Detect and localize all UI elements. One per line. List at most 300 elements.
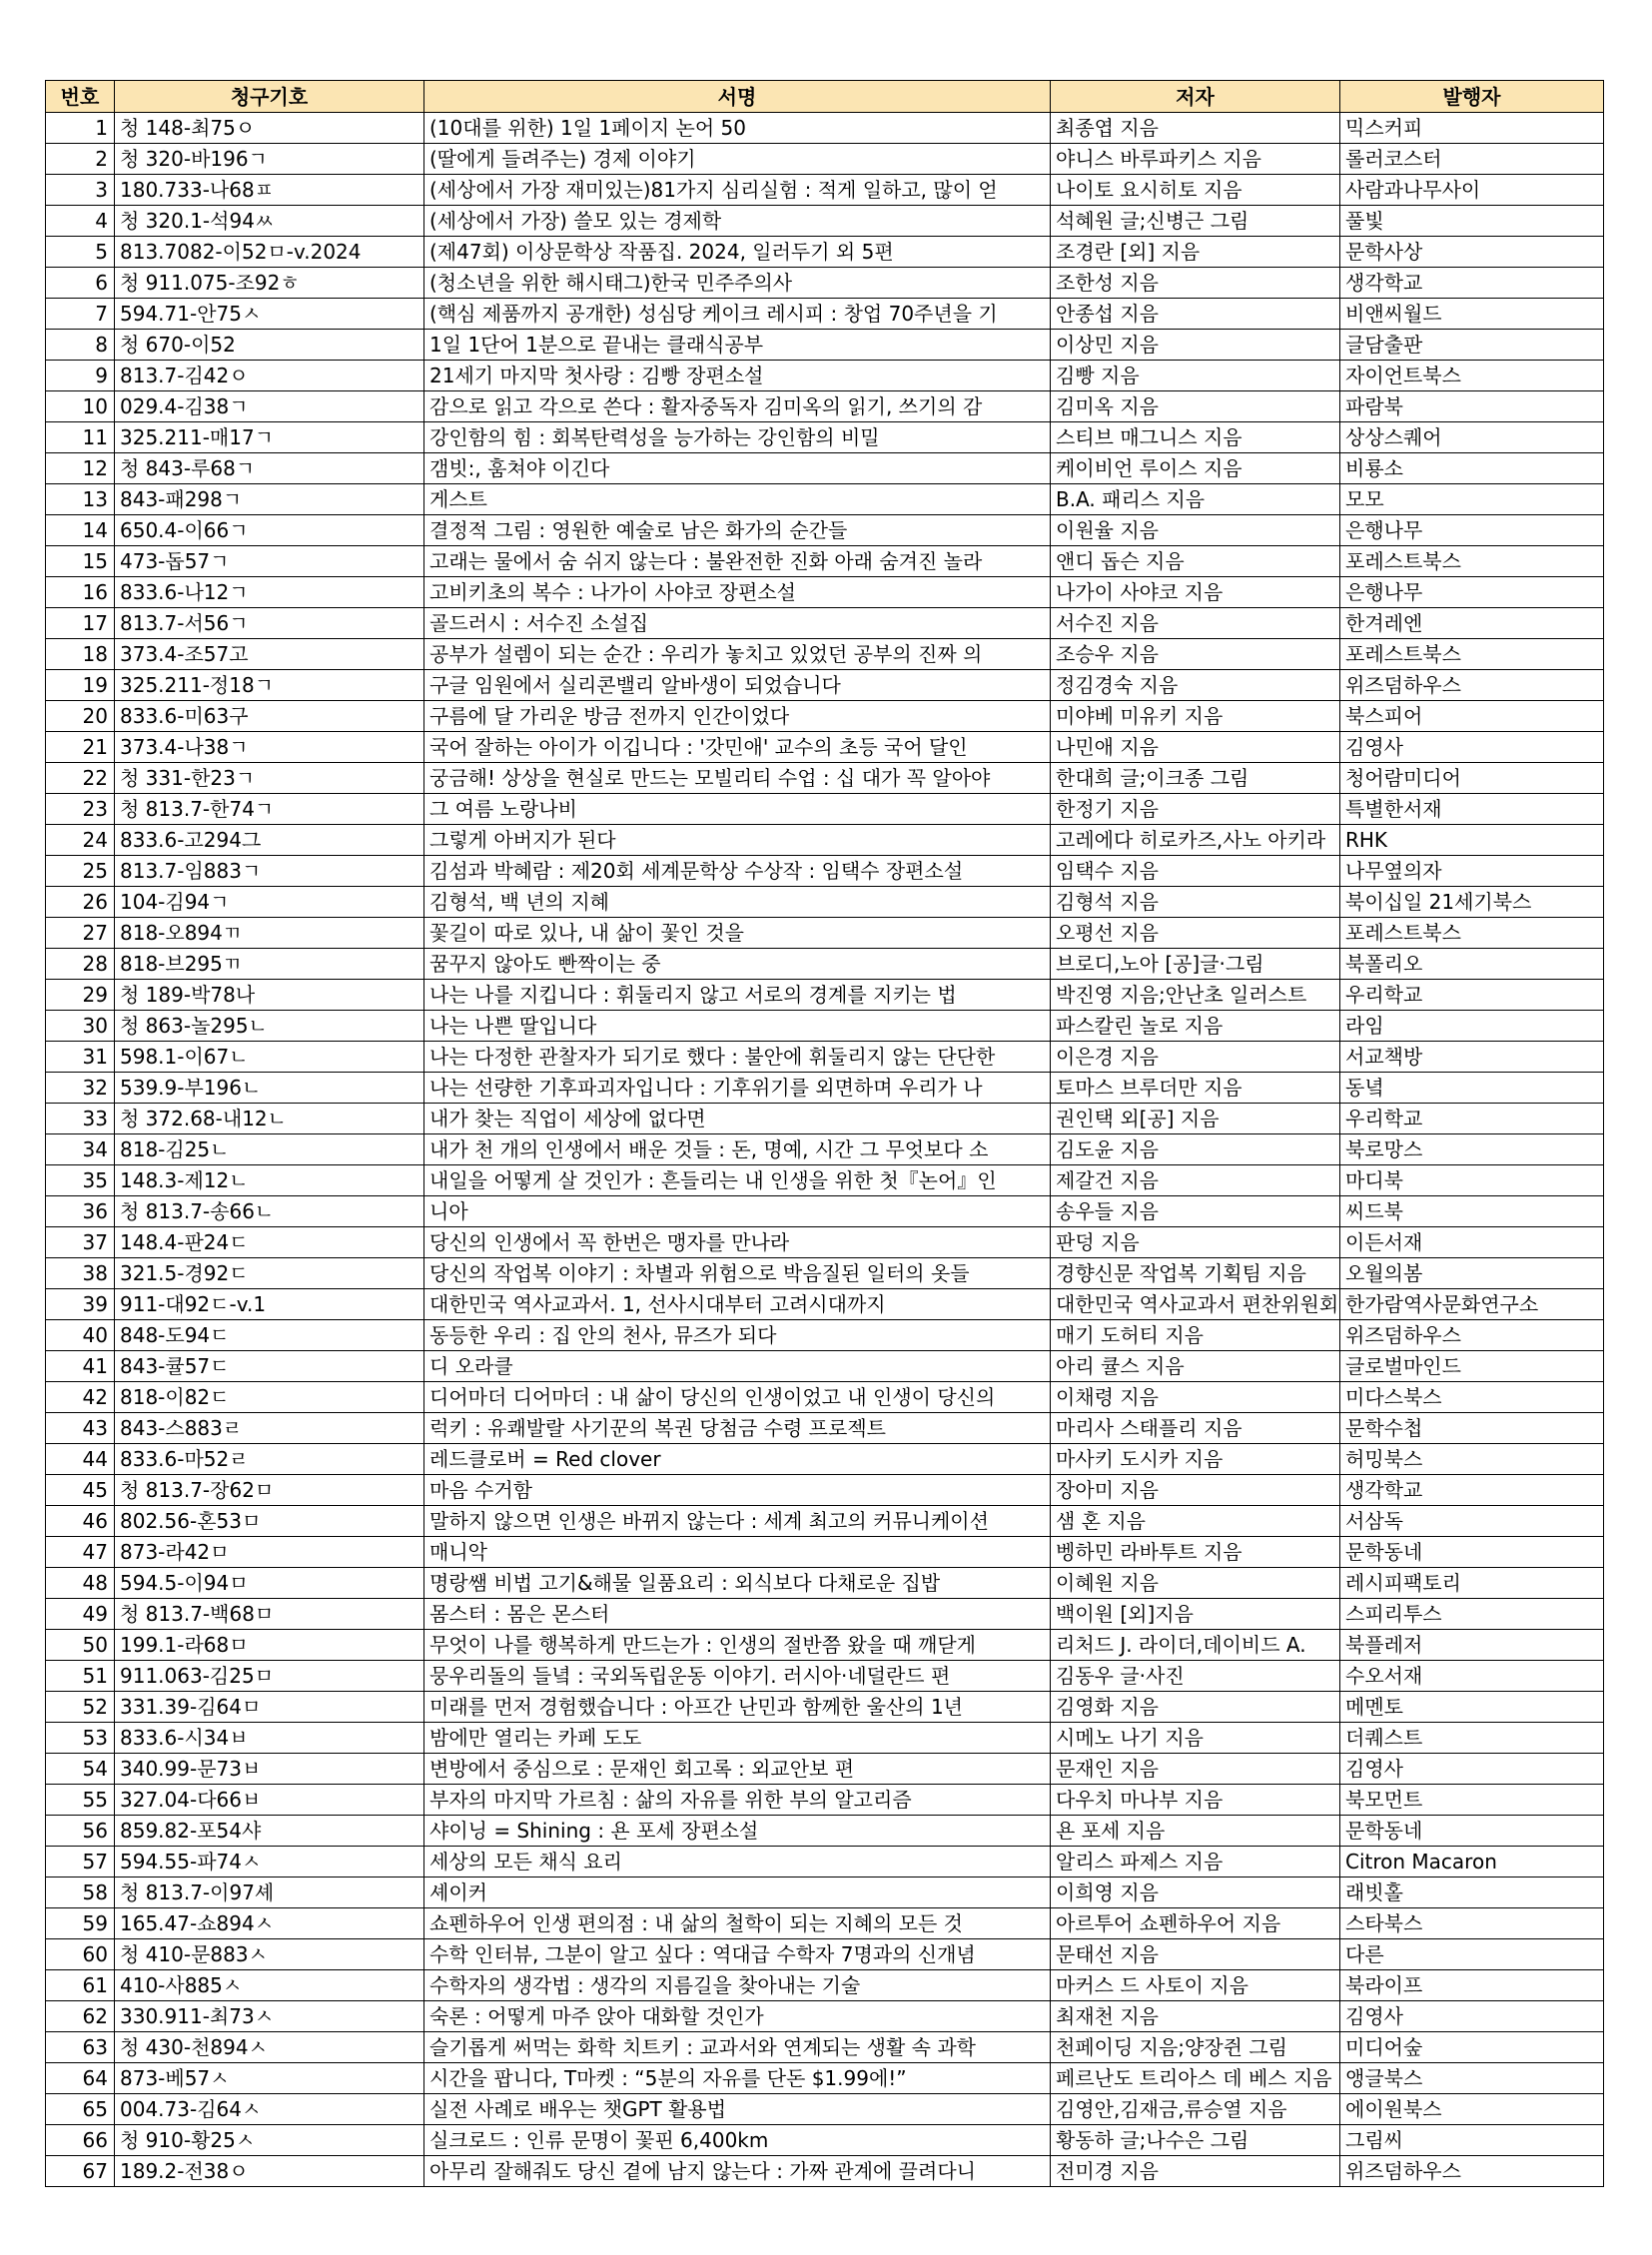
row-number-cell: 34 — [46, 1134, 115, 1165]
publisher-cell: 서삼독 — [1340, 1506, 1604, 1537]
call-number-cell: 539.9-부196ㄴ — [115, 1073, 424, 1104]
header-row — [46, 81, 1604, 113]
table-row — [46, 732, 1604, 763]
table-row — [46, 1165, 1604, 1196]
publisher-cell: 동녘 — [1340, 1073, 1604, 1104]
book-title-cell: 아무리 잘해줘도 당신 곁에 남지 않는다 : 가짜 관계에 끌려다니 — [424, 2156, 1051, 2187]
table-row — [46, 1227, 1604, 1258]
author-cell: 페르난도 트리아스 데 베스 지음 — [1051, 2063, 1340, 2094]
table-row — [46, 1104, 1604, 1134]
row-number-cell: 46 — [46, 1506, 115, 1537]
publisher-cell: 씨드북 — [1340, 1196, 1604, 1227]
call-number-cell: 833.6-고294그 — [115, 825, 424, 856]
row-number-cell: 7 — [46, 299, 115, 330]
publisher-cell: 문학동네 — [1340, 1816, 1604, 1847]
call-number-cell: 802.56-혼53ㅁ — [115, 1506, 424, 1537]
table-row — [46, 144, 1604, 175]
row-number-cell: 51 — [46, 1661, 115, 1692]
publisher-cell: RHK — [1340, 825, 1604, 856]
row-number-cell: 43 — [46, 1413, 115, 1444]
book-title-cell: 쇼펜하우어 인생 편의점 : 내 삶의 철학이 되는 지혜의 모든 것 — [424, 1908, 1051, 1939]
row-number-cell: 44 — [46, 1444, 115, 1475]
row-number-cell: 65 — [46, 2094, 115, 2125]
row-number-cell: 48 — [46, 1568, 115, 1599]
publisher-cell: 북폴리오 — [1340, 949, 1604, 980]
call-number-cell: 813.7-임883ㄱ — [115, 856, 424, 887]
table-row — [46, 639, 1604, 670]
book-title-cell: 궁금해! 상상을 현실로 만드는 모빌리티 수업 : 십 대가 꼭 알아야 — [424, 763, 1051, 794]
call-number-cell: 청 863-놀295ㄴ — [115, 1011, 424, 1042]
call-number-cell: 청 911.075-조92ㅎ — [115, 268, 424, 299]
book-title-cell: 구글 임원에서 실리콘밸리 알바생이 되었습니다 — [424, 670, 1051, 701]
book-title-cell: 수학 인터뷰, 그분이 알고 싶다 : 역대급 수학자 7명과의 신개념 — [424, 1939, 1051, 1970]
author-cell: 박진영 지음;안난초 일러스트 — [1051, 980, 1340, 1011]
table-row — [46, 608, 1604, 639]
table-row — [46, 546, 1604, 577]
author-cell: 욘 포세 지음 — [1051, 1816, 1340, 1847]
author-cell: 대한민국 역사교과서 편찬위원회 — [1051, 1289, 1340, 1320]
table-row — [46, 1785, 1604, 1816]
call-number-cell: 청 331-한23ㄱ — [115, 763, 424, 794]
book-title-cell: 고비키초의 복수 : 나가이 사야코 장편소설 — [424, 577, 1051, 608]
call-number-cell: 873-베57ㅅ — [115, 2063, 424, 2094]
table-row — [46, 577, 1604, 608]
row-number-cell: 37 — [46, 1227, 115, 1258]
row-number-cell: 20 — [46, 701, 115, 732]
table-row — [46, 2032, 1604, 2063]
book-title-cell: 고래는 물에서 숨 쉬지 않는다 : 불완전한 진화 아래 숨겨진 놀라 — [424, 546, 1051, 577]
row-number-cell: 31 — [46, 1042, 115, 1073]
book-title-cell: 실전 사례로 배우는 챗GPT 활용법 — [424, 2094, 1051, 2125]
publisher-cell: 김영사 — [1340, 732, 1604, 763]
book-title-cell: 마음 수거함 — [424, 1475, 1051, 1506]
book-title-cell: (딸에게 들려주는) 경제 이야기 — [424, 144, 1051, 175]
book-title-cell: 꿈꾸지 않아도 빤짝이는 중 — [424, 949, 1051, 980]
author-cell: 김영화 지음 — [1051, 1692, 1340, 1723]
call-number-cell: 833.6-나12ㄱ — [115, 577, 424, 608]
row-number-cell: 22 — [46, 763, 115, 794]
book-title-cell: (청소년을 위한 해시태그)한국 민주주의사 — [424, 268, 1051, 299]
row-number-cell: 61 — [46, 1970, 115, 2001]
table-row — [46, 422, 1604, 453]
publisher-cell: 자이언트북스 — [1340, 361, 1604, 391]
publisher-cell: 상상스퀘어 — [1340, 422, 1604, 453]
book-title-cell: (세상에서 가장) 쓸모 있는 경제학 — [424, 206, 1051, 237]
author-cell: 토마스 브루더만 지음 — [1051, 1073, 1340, 1104]
book-title-cell: 국어 잘하는 아이가 이깁니다 : '갓민애' 교수의 초등 국어 달인 — [424, 732, 1051, 763]
call-number-cell: 843-스883ㄹ — [115, 1413, 424, 1444]
table-row — [46, 1599, 1604, 1630]
author-cell: 김빵 지음 — [1051, 361, 1340, 391]
author-cell: 서수진 지음 — [1051, 608, 1340, 639]
publisher-cell: 특별한서재 — [1340, 794, 1604, 825]
row-number-cell: 56 — [46, 1816, 115, 1847]
row-number-cell: 24 — [46, 825, 115, 856]
book-title-cell: 밤에만 열리는 카페 도도 — [424, 1723, 1051, 1754]
publisher-cell: 우리학교 — [1340, 980, 1604, 1011]
call-number-cell: 180.733-나68ㅍ — [115, 175, 424, 206]
call-number-cell: 청 813.7-한74ㄱ — [115, 794, 424, 825]
row-number-cell: 67 — [46, 2156, 115, 2187]
table-row — [46, 1970, 1604, 2001]
publisher-cell: 롤러코스터 — [1340, 144, 1604, 175]
table-row — [46, 237, 1604, 268]
call-number-cell: 청 320-바196ㄱ — [115, 144, 424, 175]
table-body — [46, 113, 1604, 2187]
row-number-cell: 16 — [46, 577, 115, 608]
book-title-cell: 21세기 마지막 첫사랑 : 김빵 장편소설 — [424, 361, 1051, 391]
row-number-cell: 41 — [46, 1351, 115, 1382]
call-number-cell: 833.6-시34ㅂ — [115, 1723, 424, 1754]
author-cell: 문재인 지음 — [1051, 1754, 1340, 1785]
book-title-cell: 샤이닝 = Shining : 욘 포세 장편소설 — [424, 1816, 1051, 1847]
publisher-cell: 위즈덤하우스 — [1340, 670, 1604, 701]
publisher-cell: 포레스트북스 — [1340, 546, 1604, 577]
row-number-cell: 10 — [46, 391, 115, 422]
author-cell: B.A. 패리스 지음 — [1051, 484, 1340, 515]
book-title-cell: 디어마더 디어마더 : 내 삶이 당신의 인생이었고 내 인생이 당신의 — [424, 1382, 1051, 1413]
publisher-cell: 파람북 — [1340, 391, 1604, 422]
table-row — [46, 1754, 1604, 1785]
publisher-cell: 청어람미디어 — [1340, 763, 1604, 794]
call-number-cell: 813.7082-이52ㅁ-v.2024 — [115, 237, 424, 268]
book-title-cell: 결정적 그림 : 영원한 예술로 남은 화가의 순간들 — [424, 515, 1051, 546]
author-cell: 송우들 지음 — [1051, 1196, 1340, 1227]
author-cell: 마사키 도시카 지음 — [1051, 1444, 1340, 1475]
table-row — [46, 1723, 1604, 1754]
author-cell: 아리 큘스 지음 — [1051, 1351, 1340, 1382]
publisher-cell: Citron Macaron — [1340, 1847, 1604, 1878]
call-number-cell: 911.063-김25ㅁ — [115, 1661, 424, 1692]
book-title-cell: 내일을 어떻게 살 것인가 : 흔들리는 내 인생을 위한 첫『논어』인 — [424, 1165, 1051, 1196]
book-title-cell: 변방에서 중심으로 : 문재인 회고록 : 외교안보 편 — [424, 1754, 1051, 1785]
table-row — [46, 887, 1604, 918]
table-row — [46, 299, 1604, 330]
table-row — [46, 856, 1604, 887]
call-number-cell: 594.55-파74ㅅ — [115, 1847, 424, 1878]
row-number-cell: 36 — [46, 1196, 115, 1227]
call-number-cell: 청 410-문883ㅅ — [115, 1939, 424, 1970]
author-cell: 시메노 나기 지음 — [1051, 1723, 1340, 1754]
book-title-cell: 수학자의 생각법 : 생각의 지름길을 찾아내는 기술 — [424, 1970, 1051, 2001]
call-number-cell: 청 813.7-이97셰 — [115, 1878, 424, 1908]
table-row — [46, 268, 1604, 299]
publisher-cell: 북로망스 — [1340, 1134, 1604, 1165]
author-cell: 안종섭 지음 — [1051, 299, 1340, 330]
book-title-cell: 숙론 : 어떻게 마주 앉아 대화할 것인가 — [424, 2001, 1051, 2032]
book-title-cell: 매니악 — [424, 1537, 1051, 1568]
row-number-cell: 50 — [46, 1630, 115, 1661]
publisher-cell: 마디북 — [1340, 1165, 1604, 1196]
row-number-cell: 8 — [46, 330, 115, 361]
book-title-cell: 골드러시 : 서수진 소설집 — [424, 608, 1051, 639]
table-row — [46, 763, 1604, 794]
call-number-cell: 325.211-정18ㄱ — [115, 670, 424, 701]
author-cell: 경향신문 작업복 기획팀 지음 — [1051, 1258, 1340, 1289]
author-cell: 조한성 지음 — [1051, 268, 1340, 299]
book-title-cell: 나는 선량한 기후파괴자입니다 : 기후위기를 외면하며 우리가 나 — [424, 1073, 1051, 1104]
header-call-number: 청구기호 — [115, 81, 424, 113]
publisher-cell: 포레스트북스 — [1340, 918, 1604, 949]
row-number-cell: 59 — [46, 1908, 115, 1939]
publisher-cell: 더퀘스트 — [1340, 1723, 1604, 1754]
table-row — [46, 361, 1604, 391]
publisher-cell: 나무옆의자 — [1340, 856, 1604, 887]
table-row — [46, 1413, 1604, 1444]
table-row — [46, 1692, 1604, 1723]
table-row — [46, 2156, 1604, 2187]
call-number-cell: 165.47-쇼894ㅅ — [115, 1908, 424, 1939]
publisher-cell: 모모 — [1340, 484, 1604, 515]
table-row — [46, 1011, 1604, 1042]
row-number-cell: 17 — [46, 608, 115, 639]
row-number-cell: 33 — [46, 1104, 115, 1134]
book-title-cell: 말하지 않으면 인생은 바뀌지 않는다 : 세계 최고의 커뮤니케이션 — [424, 1506, 1051, 1537]
row-number-cell: 3 — [46, 175, 115, 206]
publisher-cell: 레시피팩토리 — [1340, 1568, 1604, 1599]
publisher-cell: 그림씨 — [1340, 2125, 1604, 2156]
row-number-cell: 13 — [46, 484, 115, 515]
table-row — [46, 484, 1604, 515]
call-number-cell: 청 372.68-내12ㄴ — [115, 1104, 424, 1134]
call-number-cell: 청 320.1-석94ㅆ — [115, 206, 424, 237]
call-number-cell: 473-돕57ㄱ — [115, 546, 424, 577]
call-number-cell: 833.6-미63구 — [115, 701, 424, 732]
row-number-cell: 58 — [46, 1878, 115, 1908]
author-cell: 권인택 외[공] 지음 — [1051, 1104, 1340, 1134]
publisher-cell: 에이원북스 — [1340, 2094, 1604, 2125]
table-row — [46, 175, 1604, 206]
row-number-cell: 40 — [46, 1320, 115, 1351]
row-number-cell: 2 — [46, 144, 115, 175]
book-title-cell: 나는 나쁜 딸입니다 — [424, 1011, 1051, 1042]
row-number-cell: 5 — [46, 237, 115, 268]
publisher-cell: 은행나무 — [1340, 577, 1604, 608]
row-number-cell: 6 — [46, 268, 115, 299]
book-title-cell: (10대를 위한) 1일 1페이지 논어 50 — [424, 113, 1051, 144]
author-cell: 미야베 미유키 지음 — [1051, 701, 1340, 732]
book-title-cell: 당신의 작업복 이야기 : 차별과 위험으로 박음질된 일터의 옷들 — [424, 1258, 1051, 1289]
row-number-cell: 60 — [46, 1939, 115, 1970]
table-row — [46, 2094, 1604, 2125]
row-number-cell: 25 — [46, 856, 115, 887]
call-number-cell: 148.3-제12ㄴ — [115, 1165, 424, 1196]
author-cell: 전미경 지음 — [1051, 2156, 1340, 2187]
publisher-cell: 다른 — [1340, 1939, 1604, 1970]
book-title-cell: (세상에서 가장 재미있는)81가지 심리실험 : 적게 일하고, 많이 얻 — [424, 175, 1051, 206]
book-title-cell: 내가 천 개의 인생에서 배운 것들 : 돈, 명예, 시간 그 무엇보다 소 — [424, 1134, 1051, 1165]
row-number-cell: 54 — [46, 1754, 115, 1785]
book-title-cell: 무엇이 나를 행복하게 만드는가 : 인생의 절반쯤 왔을 때 깨닫게 — [424, 1630, 1051, 1661]
row-number-cell: 47 — [46, 1537, 115, 1568]
table-row — [46, 1258, 1604, 1289]
author-cell: 한정기 지음 — [1051, 794, 1340, 825]
book-title-cell: 명랑쌤 비법 고기&해물 일품요리 : 외식보다 다채로운 집밥 — [424, 1568, 1051, 1599]
call-number-cell: 330.911-최73ㅅ — [115, 2001, 424, 2032]
call-number-cell: 818-김25ㄴ — [115, 1134, 424, 1165]
table-row — [46, 206, 1604, 237]
author-cell: 아르투어 쇼펜하우어 지음 — [1051, 1908, 1340, 1939]
book-title-cell: 시간을 팝니다, T마켓 : “5분의 자유를 단돈 $1.99에!” — [424, 2063, 1051, 2094]
table-row — [46, 1475, 1604, 1506]
header-publisher: 발행자 — [1340, 81, 1604, 113]
header-number: 번호 — [46, 81, 115, 113]
call-number-cell: 199.1-라68ㅁ — [115, 1630, 424, 1661]
author-cell: 파스칼린 놀로 지음 — [1051, 1011, 1340, 1042]
table-row — [46, 918, 1604, 949]
author-cell: 한대희 글;이크종 그림 — [1051, 763, 1340, 794]
book-title-cell: 니아 — [424, 1196, 1051, 1227]
table-row — [46, 1073, 1604, 1104]
table-row — [46, 1042, 1604, 1073]
author-cell: 김형석 지음 — [1051, 887, 1340, 918]
publisher-cell: 비룡소 — [1340, 453, 1604, 484]
book-title-cell: 꽃길이 따로 있나, 내 삶이 꽃인 것을 — [424, 918, 1051, 949]
row-number-cell: 21 — [46, 732, 115, 763]
book-title-cell: 그렇게 아버지가 된다 — [424, 825, 1051, 856]
call-number-cell: 813.7-김42ㅇ — [115, 361, 424, 391]
call-number-cell: 843-큘57ㄷ — [115, 1351, 424, 1382]
row-number-cell: 49 — [46, 1599, 115, 1630]
author-cell: 브로디,노아 [공]글·그림 — [1051, 949, 1340, 980]
table-row — [46, 794, 1604, 825]
call-number-cell: 911-대92ㄷ-v.1 — [115, 1289, 424, 1320]
author-cell: 스티브 매그니스 지음 — [1051, 422, 1340, 453]
author-cell: 최종엽 지음 — [1051, 113, 1340, 144]
table-row — [46, 949, 1604, 980]
table-row — [46, 1537, 1604, 1568]
author-cell: 마커스 드 사토이 지음 — [1051, 1970, 1340, 2001]
row-number-cell: 30 — [46, 1011, 115, 1042]
author-cell: 석혜원 글;신병근 그림 — [1051, 206, 1340, 237]
table-row — [46, 515, 1604, 546]
call-number-cell: 청 813.7-백68ㅁ — [115, 1599, 424, 1630]
publisher-cell: 문학사상 — [1340, 237, 1604, 268]
header-title: 서명 — [424, 81, 1051, 113]
call-number-cell: 859.82-포54샤 — [115, 1816, 424, 1847]
book-title-cell: 뭉우리돌의 들녘 : 국외독립운동 이야기. 러시아·네덜란드 편 — [424, 1661, 1051, 1692]
publisher-cell: 북라이프 — [1340, 1970, 1604, 2001]
table-row — [46, 1444, 1604, 1475]
author-cell: 리처드 J. 라이더,데이비드 A. — [1051, 1630, 1340, 1661]
call-number-cell: 818-브295ㄲ — [115, 949, 424, 980]
book-title-cell: 게스트 — [424, 484, 1051, 515]
table-row — [46, 1351, 1604, 1382]
publisher-cell: 한가람역사문화연구소 — [1340, 1289, 1604, 1320]
publisher-cell: 문학동네 — [1340, 1537, 1604, 1568]
book-title-cell: 세상의 모든 채식 요리 — [424, 1847, 1051, 1878]
author-cell: 황동하 글;나수은 그림 — [1051, 2125, 1340, 2156]
publisher-cell: 앵글북스 — [1340, 2063, 1604, 2094]
author-cell: 백이원 [외]지음 — [1051, 1599, 1340, 1630]
row-number-cell: 11 — [46, 422, 115, 453]
table-row — [46, 701, 1604, 732]
author-cell: 김도윤 지음 — [1051, 1134, 1340, 1165]
call-number-cell: 594.71-안75ㅅ — [115, 299, 424, 330]
publisher-cell: 생각학교 — [1340, 1475, 1604, 1506]
publisher-cell: 북이십일 21세기북스 — [1340, 887, 1604, 918]
call-number-cell: 청 813.7-장62ㅁ — [115, 1475, 424, 1506]
row-number-cell: 9 — [46, 361, 115, 391]
publisher-cell: 스피리투스 — [1340, 1599, 1604, 1630]
call-number-cell: 594.5-이94ㅁ — [115, 1568, 424, 1599]
row-number-cell: 66 — [46, 2125, 115, 2156]
table-row — [46, 1908, 1604, 1939]
author-cell: 벵하민 라바투트 지음 — [1051, 1537, 1340, 1568]
book-title-cell: 슬기롭게 써먹는 화학 치트키 : 교과서와 연계되는 생활 속 과학 — [424, 2032, 1051, 2063]
call-number-cell: 650.4-이66ㄱ — [115, 515, 424, 546]
call-number-cell: 청 189-박78나 — [115, 980, 424, 1011]
author-cell: 샘 혼 지음 — [1051, 1506, 1340, 1537]
call-number-cell: 327.04-다66ㅂ — [115, 1785, 424, 1816]
table-row — [46, 1289, 1604, 1320]
row-number-cell: 62 — [46, 2001, 115, 2032]
author-cell: 장아미 지음 — [1051, 1475, 1340, 1506]
publisher-cell: 문학수첩 — [1340, 1413, 1604, 1444]
row-number-cell: 12 — [46, 453, 115, 484]
publisher-cell: 스타북스 — [1340, 1908, 1604, 1939]
publisher-cell: 메멘토 — [1340, 1692, 1604, 1723]
row-number-cell: 42 — [46, 1382, 115, 1413]
call-number-cell: 813.7-서56ㄱ — [115, 608, 424, 639]
author-cell: 제갈건 지음 — [1051, 1165, 1340, 1196]
author-cell: 김동우 글·사진 — [1051, 1661, 1340, 1692]
row-number-cell: 32 — [46, 1073, 115, 1104]
row-number-cell: 19 — [46, 670, 115, 701]
publisher-cell: 허밍북스 — [1340, 1444, 1604, 1475]
publisher-cell: 생각학교 — [1340, 268, 1604, 299]
publisher-cell: 믹스커피 — [1340, 113, 1604, 144]
author-cell: 이혜원 지음 — [1051, 1568, 1340, 1599]
row-number-cell: 28 — [46, 949, 115, 980]
table-row — [46, 1196, 1604, 1227]
book-title-cell: (핵심 제품까지 공개한) 성심당 케이크 레시피 : 창업 70주년을 기 — [424, 299, 1051, 330]
row-number-cell: 53 — [46, 1723, 115, 1754]
author-cell: 앤디 돕슨 지음 — [1051, 546, 1340, 577]
row-number-cell: 1 — [46, 113, 115, 144]
publisher-cell: 위즈덤하우스 — [1340, 2156, 1604, 2187]
call-number-cell: 청 843-루68ㄱ — [115, 453, 424, 484]
publisher-cell: 위즈덤하우스 — [1340, 1320, 1604, 1351]
table-row — [46, 2001, 1604, 2032]
author-cell: 오평선 지음 — [1051, 918, 1340, 949]
call-number-cell: 373.4-조57고 — [115, 639, 424, 670]
book-title-cell: 실크로드 : 인류 문명이 꽃핀 6,400km — [424, 2125, 1051, 2156]
author-cell: 나이토 요시히토 지음 — [1051, 175, 1340, 206]
author-cell: 조승우 지음 — [1051, 639, 1340, 670]
call-number-cell: 843-패298ㄱ — [115, 484, 424, 515]
call-number-cell: 청 670-이52 — [115, 330, 424, 361]
book-title-cell: 나는 다정한 관찰자가 되기로 했다 : 불안에 휘둘리지 않는 단단한 — [424, 1042, 1051, 1073]
row-number-cell: 57 — [46, 1847, 115, 1878]
table-row — [46, 1134, 1604, 1165]
publisher-cell: 김영사 — [1340, 1754, 1604, 1785]
call-number-cell: 189.2-전38ㅇ — [115, 2156, 424, 2187]
book-title-cell: 나는 나를 지킵니다 : 휘둘리지 않고 서로의 경계를 지키는 법 — [424, 980, 1051, 1011]
table-row — [46, 1506, 1604, 1537]
publisher-cell: 미다스북스 — [1340, 1382, 1604, 1413]
table-row — [46, 1878, 1604, 1908]
call-number-cell: 104-김94ㄱ — [115, 887, 424, 918]
book-title-cell: 디 오라클 — [424, 1351, 1051, 1382]
author-cell: 이원율 지음 — [1051, 515, 1340, 546]
call-number-cell: 598.1-이67ㄴ — [115, 1042, 424, 1073]
row-number-cell: 26 — [46, 887, 115, 918]
call-number-cell: 340.99-문73ㅂ — [115, 1754, 424, 1785]
publisher-cell: 글담출판 — [1340, 330, 1604, 361]
author-cell: 판덩 지음 — [1051, 1227, 1340, 1258]
row-number-cell: 55 — [46, 1785, 115, 1816]
